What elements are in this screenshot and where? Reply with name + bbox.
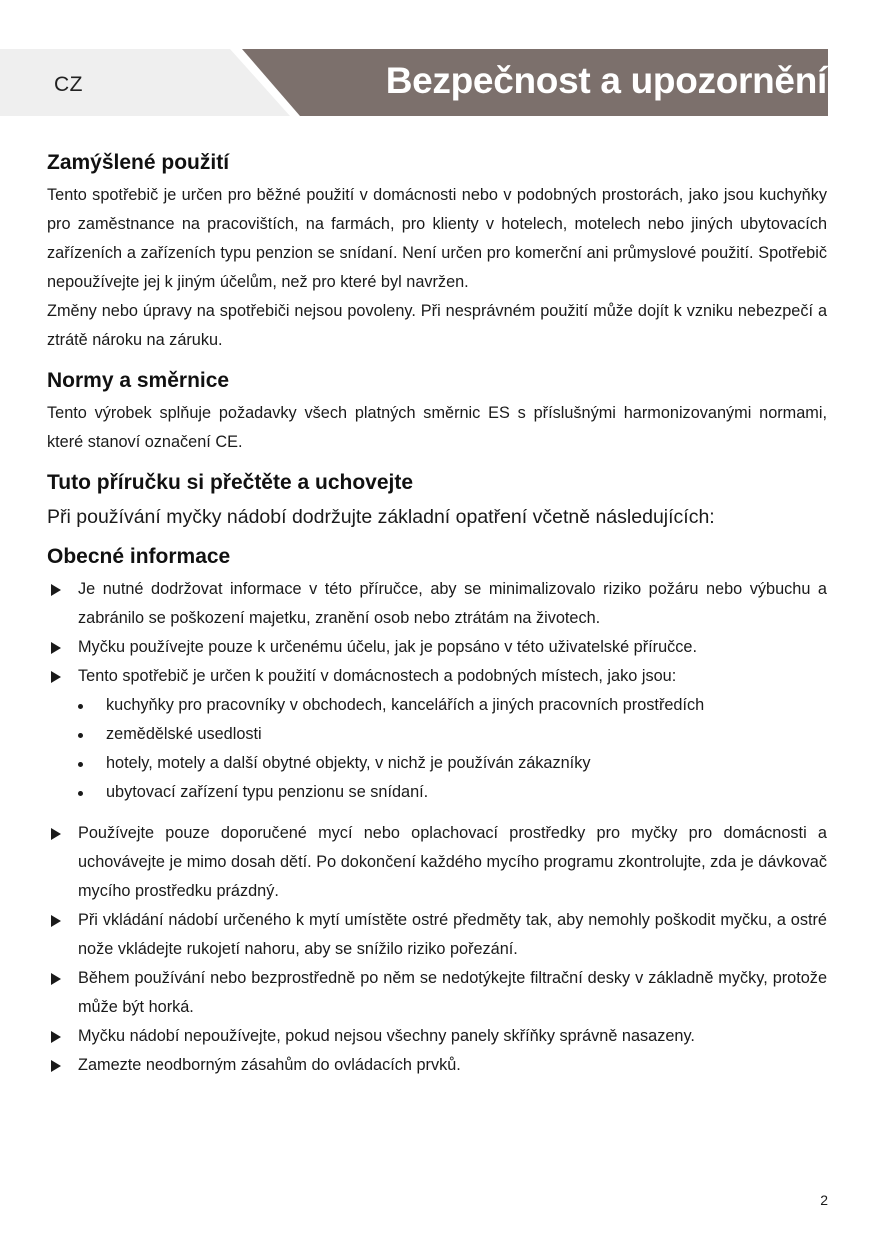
page-title: Bezpečnost a upozornění bbox=[385, 60, 827, 101]
sub-list-item-text: zemědělské usedlosti bbox=[106, 725, 262, 743]
triangle-bullet-icon bbox=[51, 828, 61, 840]
triangle-bullet-icon bbox=[51, 642, 61, 654]
sub-list-item bbox=[47, 720, 827, 749]
language-code: CZ bbox=[54, 73, 83, 96]
section-heading: Tuto příručku si přečtěte a uchovejte bbox=[47, 471, 414, 494]
list-item-text: Zamezte neodborným zásahům do ovládacích prvků. bbox=[78, 1056, 461, 1074]
list-item bbox=[47, 964, 827, 1022]
section-manual bbox=[47, 465, 827, 533]
dot-bullet-icon bbox=[78, 733, 83, 738]
list-item bbox=[47, 819, 827, 906]
sub-list-item-text: hotely, motely a další obytné objekty, v nichž je používán zákazníky bbox=[106, 754, 591, 772]
language-tab-shape bbox=[0, 49, 290, 116]
sub-list-item bbox=[47, 778, 827, 807]
list-item-text: Při vkládání nádobí určeného k mytí umístěte ostré předměty tak, aby nemohly poškodit myčku, a ostré nože vkládejte rukojetí nahoru, aby se snížilo riziko pořezání. bbox=[78, 911, 827, 958]
paragraph: Změny nebo úpravy na spotřebiči nejsou povoleny. Při nesprávném použití může dojít k vzniku nebezpečí a ztrátě nároku na záruku. bbox=[47, 302, 827, 349]
page-header bbox=[0, 49, 874, 116]
lead-sentence: Při používání myčky nádobí dodržujte základní opatření včetně následujících: bbox=[47, 506, 715, 528]
sub-bullet-list bbox=[47, 691, 827, 807]
dot-bullet-icon bbox=[78, 762, 83, 767]
list-item-text: Během používání nebo bezprostředně po něm se nedotýkejte filtrační desky v základně myčky, protože může být horká. bbox=[78, 969, 827, 1016]
page-content bbox=[47, 145, 827, 1080]
section-heading: Zamýšlené použití bbox=[47, 151, 230, 174]
page-number: 2 bbox=[820, 1192, 828, 1208]
bullet-list bbox=[47, 575, 827, 691]
section-intended-use bbox=[47, 145, 827, 355]
list-item bbox=[47, 575, 827, 633]
list-item bbox=[47, 633, 827, 662]
paragraph: Tento výrobek splňuje požadavky všech platných směrnic ES s příslušnými harmonizovanými normami, které stanoví označení CE. bbox=[47, 404, 827, 451]
triangle-bullet-icon bbox=[51, 584, 61, 596]
triangle-bullet-icon bbox=[51, 1060, 61, 1072]
sub-list-item bbox=[47, 749, 827, 778]
list-item bbox=[47, 1022, 827, 1051]
dot-bullet-icon bbox=[78, 791, 83, 796]
list-item bbox=[47, 662, 827, 691]
list-item bbox=[47, 1051, 827, 1080]
sub-list-item-text: kuchyňky pro pracovníky v obchodech, kancelářích a jiných pracovních prostředích bbox=[106, 696, 705, 714]
list-item-text: Je nutné dodržovat informace v této příručce, aby se minimalizovalo riziko požáru nebo výbuchu a zabránilo se poškození majetku, zranění osob nebo ztrátám na životech. bbox=[78, 580, 827, 627]
triangle-bullet-icon bbox=[51, 671, 61, 683]
list-item-text: Používejte pouze doporučené mycí nebo oplachovací prostředky pro myčky pro domácnosti a uchovávejte je mimo dosah dětí. Po dokončení každého mycího programu zkontrolujte, zda je dávkovač mycího prostředku prázdný. bbox=[78, 824, 827, 900]
list-item-text: Myčku nádobí nepoužívejte, pokud nejsou všechny panely skříňky správně nasazeny. bbox=[78, 1027, 695, 1045]
section-general-info bbox=[47, 539, 827, 1080]
triangle-bullet-icon bbox=[51, 973, 61, 985]
sub-list-item-text: ubytovací zařízení typu penzionu se snídaní. bbox=[106, 783, 429, 801]
section-standards bbox=[47, 363, 827, 457]
bullet-list bbox=[47, 819, 827, 1080]
dot-bullet-icon bbox=[78, 704, 83, 709]
section-heading: Obecné informace bbox=[47, 545, 231, 568]
section-heading: Normy a směrnice bbox=[47, 369, 230, 392]
list-item-text: Myčku používejte pouze k určenému účelu, jak je popsáno v této uživatelské příručce. bbox=[78, 638, 698, 656]
triangle-bullet-icon bbox=[51, 1031, 61, 1043]
list-item bbox=[47, 906, 827, 964]
list-item-text: Tento spotřebič je určen k použití v domácnostech a podobných místech, jako jsou: bbox=[78, 667, 677, 685]
triangle-bullet-icon bbox=[51, 915, 61, 927]
paragraph: Tento spotřebič je určen pro běžné použití v domácnosti nebo v podobných prostorách, jako jsou kuchyňky pro zaměstnance na pracovištích, na farmách, pro klienty v hotelech, motelech nebo jiných ubytovacích zařízeních a zařízeních typu penzion se snídaní. Není určen pro komerční ani průmyslové použití. Spotřebič nepoužívejte jej k jiným účelům, než pro které byl navržen. bbox=[47, 186, 827, 291]
sub-list-item bbox=[47, 691, 827, 720]
